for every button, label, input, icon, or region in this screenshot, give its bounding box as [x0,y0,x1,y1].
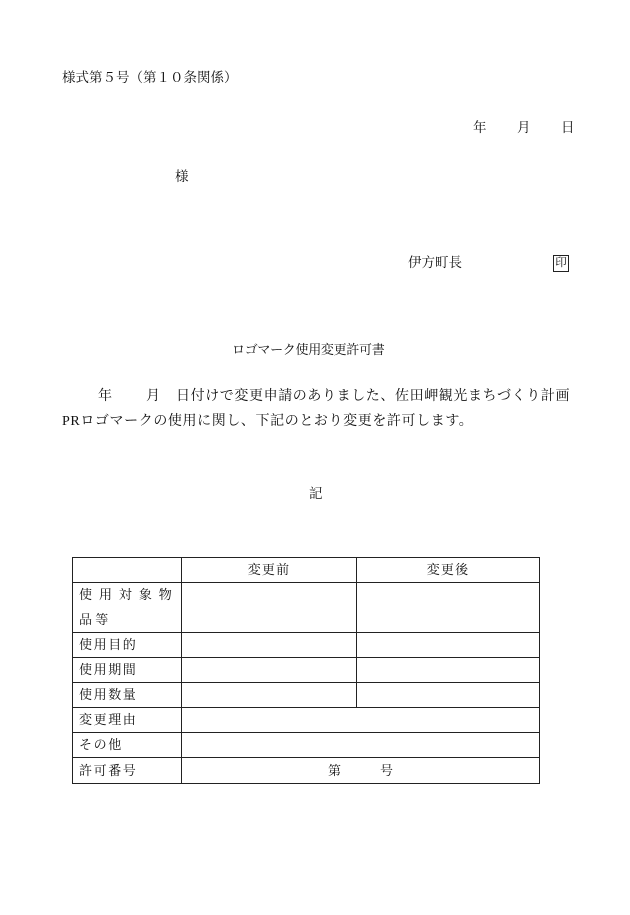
body-year: 年 [98,389,113,404]
row-label-items: 使用対象物品等 [73,583,182,633]
table-row [73,733,540,758]
header-cell-before: 変更前 [182,558,357,583]
date-month: 月 [517,120,531,135]
date-day: 日 [561,120,575,135]
ki-heading: 記 [309,486,323,501]
table-row [73,633,540,658]
row-cell-reason-value [182,708,540,733]
table-row [73,708,540,733]
row-cell-after [357,658,540,683]
row-cell-before [182,683,357,708]
header-cell-blank [73,558,182,583]
table-header-row [73,558,540,583]
header-cell-after: 変更後 [357,558,540,583]
row-cell-before [182,583,357,633]
issuer-name: 伊方町長 [408,255,462,270]
row-cell-before [182,658,357,683]
row-label-purpose: 使用目的 [73,633,182,658]
body-month: 月 [146,389,161,404]
row-cell-after [357,683,540,708]
permit-number-value: 第 号 [182,758,540,784]
date-year: 年 [473,120,487,135]
table-row [73,683,540,708]
seal-mark: 印 [553,255,569,272]
table-row [73,583,540,633]
row-label-period: 使用期間 [73,658,182,683]
table-row [73,658,540,683]
row-label-other: その他 [73,733,182,758]
body-line-2: PRロゴマークの使用に関し、下記のとおり変更を許可します。 [62,414,474,429]
change-table [72,557,540,784]
document-title: ロゴマーク使用変更許可書 [232,342,385,357]
body-line-1: 日付けで変更申請のありました、佐田岬観光まちづくり計画 [176,389,571,404]
row-label-permit-number: 許可番号 [73,758,182,784]
table-row [73,758,540,784]
row-cell-before [182,633,357,658]
row-cell-after [357,583,540,633]
row-label-reason: 変更理由 [73,708,182,733]
form-number: 様式第５号（第１０条関係） [62,70,238,85]
row-cell-after [357,633,540,658]
addressee-suffix: 様 [175,169,189,184]
row-cell-other-value [182,733,540,758]
row-label-quantity: 使用数量 [73,683,182,708]
